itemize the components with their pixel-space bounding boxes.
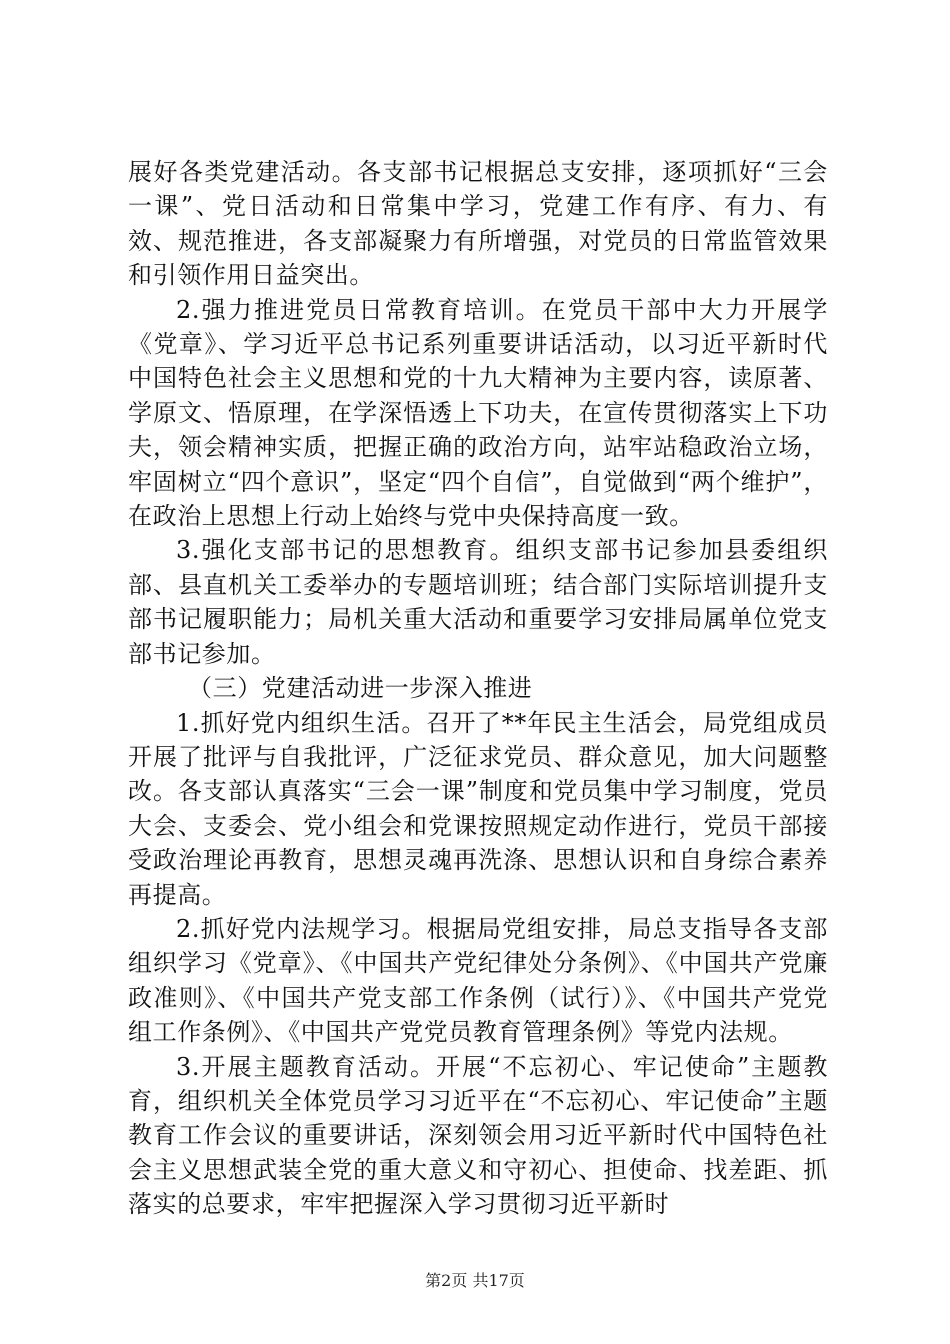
page-number-footer: 第2页 共17页 [425,1271,525,1290]
paragraph-item-2-training: 2.强力推进党员日常教育培训。在党员干部中大力开展学《党章》、学习近平总书记系列重要讲话活动，以习近平新时代中国特色社会主义思想和党的十九大精神为主要内容，读原著、学原文、悟原理，在学深悟透上下功夫，在宣传贯彻落实上下功夫，领会精神实质，把握正确的政治方向，站牢站稳政治立场，牢固树立“四个意识”，坚定“四个自信”，自觉做到“两个维护”，在政治上思想上行动上始终与党中央保持高度一致。 [128,295,828,531]
paragraph-item-1-organization-life: 1.抓好党内组织生活。召开了**年民主生活会，局党组成员开展了批评与自我批评，广泛征求党员、群众意见，加大问题整改。各支部认真落实“三会一课”制度和党员集中学习制度，党员大会、支委会、党小组会和党课按照规定动作进行，党员干部接受政治理论再教育，思想灵魂再洗涤、思想认识和自身综合素养再提高。 [128,708,828,909]
paragraph-item-2-regulations: 2.抓好党内法规学习。根据局党组安排，局总支指导各支部组织学习《党章》、《中国共产党纪律处分条例》、《中国共产党廉政准则》、《中国共产党支部工作条例（试行）》、《中国共产党党组工作条例》、《中国共产党党员教育管理条例》等党内法规。 [128,914,828,1047]
paragraph-item-3-secretary-education: 3.强化支部书记的思想教育。组织支部书记参加县委组织部、县直机关工委举办的专题培训班；结合部门实际培训提升支部书记履职能力；局机关重大活动和重要学习安排局属单位党支部书记参加。 [128,536,828,668]
paragraph-item-3-theme-education: 3.开展主题教育活动。开展“不忘初心、牢记使命”主题教育，组织机关全体党员学习习近平在“不忘初心、牢记使命”主题教育工作会议的重要讲话，深刻领会用习近平新时代中国特色社会主义思想武装全党的重大意义和守初心、担使命、找差距、抓落实的总要求，牢牢把握深入学习贯彻习近平新时 [128,1052,828,1219]
paragraph-continuation: 展好各类党建活动。各支部书记根据总支安排，逐项抓好“三会一课”、党日活动和日常集中学习，党建工作有序、有力、有效、规范推进，各支部凝聚力有所增强，对党员的日常监管效果和引领作用日益突出。 [128,158,828,290]
section-heading: （三）党建活动进一步深入推进 [188,674,533,703]
document-body [128,155,828,1222]
